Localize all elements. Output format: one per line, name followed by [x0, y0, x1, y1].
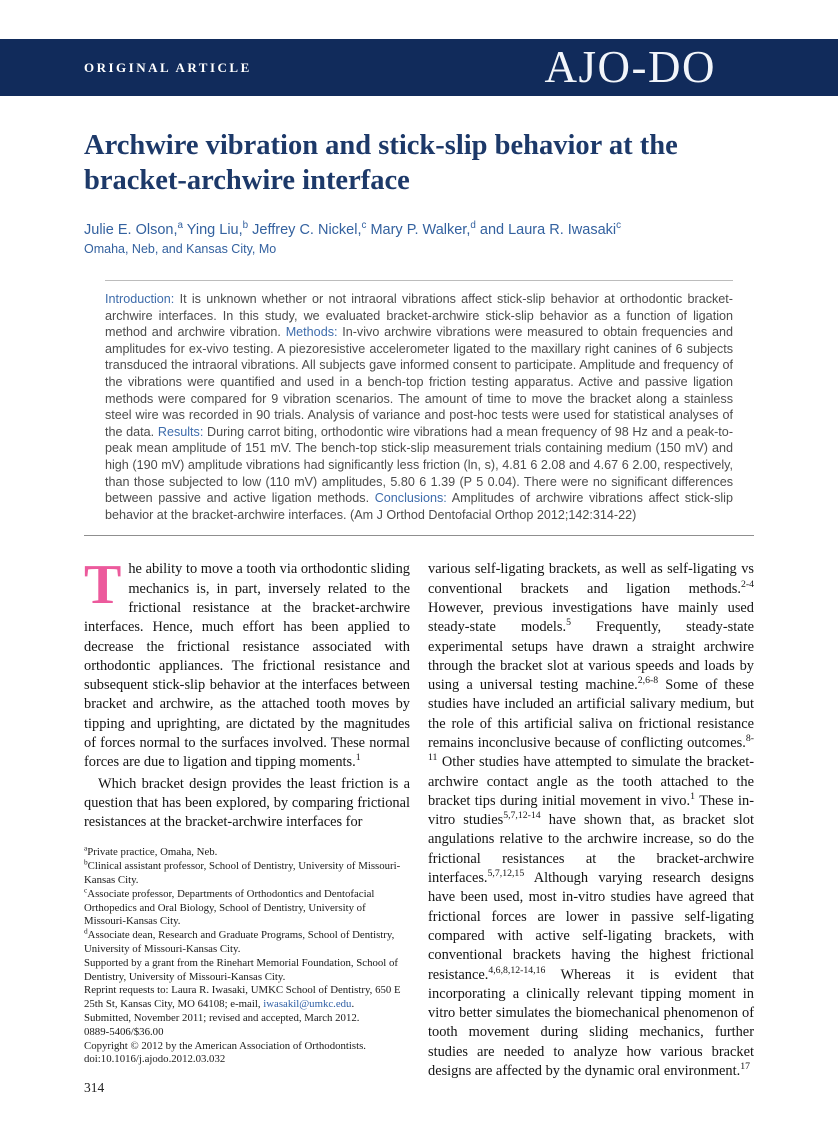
text-segment: 1 — [690, 791, 695, 803]
text-segment: a — [177, 220, 183, 232]
footnote-item — [84, 885, 410, 929]
footnote-item — [84, 1040, 410, 1054]
body-paragraph — [84, 775, 410, 833]
email-link[interactable]: iwasakil@umkc.edu — [263, 998, 352, 1011]
footnote-item — [84, 843, 410, 860]
text-segment: he ability to move a tooth via orthodontic sliding mechanics is, in part, inversely related to the frictional resistance at the bracket-archwire interfaces. Hence, much effort has been applied to decrease the frictional resistance associated with orthodontic appliances. The frictional resistance and subsequent stick-slip behavior at the interfaces between bracket and archwire, as the attached tooth moves by tipping and uprighting, are dictated by the magnitudes of forces normal to the surfaces involved. These normal forces are due to ligation and tipping moments. — [84, 561, 410, 771]
text-segment: Julie E. Olson, — [84, 222, 178, 238]
text-segment: Supported by a grant from the Rinehart Memorial Foundation, School of Dentistry, University of Missouri-Kansas City. — [84, 956, 398, 983]
footnote-item — [84, 1026, 410, 1040]
text-segment: Private practice, Omaha, Neb. — [87, 846, 218, 859]
text-segment: Jeffrey C. Nickel, — [248, 222, 362, 238]
text-segment: and Laura R. Iwasaki — [475, 222, 617, 238]
text-segment: 4,6,8,12-14,16 — [488, 964, 546, 976]
body-paragraph — [84, 554, 410, 772]
text-segment: Conclusions: — [374, 491, 452, 506]
text-segment: It is unknown whether or not intraoral vibrations affect stick-slip behavior at orthodontic bracket-archwire interfaces. In this study, we evaluated bracket-archwire stick-slip behavior as a function of ligation method and archwire vibration. — [105, 292, 733, 340]
body-paragraph — [428, 560, 754, 1081]
footnote-item — [84, 1012, 410, 1026]
text-segment: These in-vitro studies — [428, 792, 754, 829]
text-segment: a — [84, 843, 88, 853]
text-segment: Clinical assistant professor, School of Dentistry, University of Missouri-Kansas City. — [84, 860, 401, 887]
text-segment: doi:10.1016/j.ajodo.2012.03.032 — [84, 1053, 226, 1066]
text-segment: c — [616, 220, 622, 232]
footnote-item — [84, 957, 410, 985]
text-segment: 17 — [740, 1061, 750, 1073]
text-segment: 2,6-8 — [637, 675, 659, 687]
abstract-text — [105, 291, 733, 523]
author-line — [84, 222, 754, 238]
left-column — [84, 554, 410, 1081]
page-number: 314 — [84, 1080, 105, 1095]
text-segment: 8-11 — [428, 733, 754, 764]
text-segment: d — [470, 220, 476, 232]
text-segment: Methods: — [285, 325, 343, 340]
right-column — [428, 560, 754, 1081]
text-segment: 1 — [355, 752, 361, 764]
text-segment: Some of these studies have included an artificial salivary medium, but the role of this artificial saliva on frictional resistance remains inconclusive because of conflicting outcomes. — [428, 677, 754, 751]
text-segment: various self-ligating brackets, as well as self-ligating vs conventional brackets and ligation methods. — [428, 561, 754, 597]
footnotes-block — [84, 843, 410, 1067]
text-segment: 0889-5406/$36.00 — [84, 1025, 164, 1038]
text-segment: 2-4 — [740, 578, 754, 590]
text-segment: Frequently, steady-state experimental setups have drawn a straight archwire through the bracket slot at various speeds and loads by using a universal testing machine. — [428, 619, 754, 694]
text-segment: Mary P. Walker, — [366, 222, 471, 238]
text-segment: Amplitudes of archwire vibrations affect stick-slip behavior at the bracket-archwire interfaces. (Am J Orthod Dentofacial Orthop 2012;142:314-22) — [105, 491, 733, 522]
article-title: Archwire vibration and stick-slip behavior at the bracket-archwire interface — [84, 130, 678, 196]
text-segment: Although varying research designs have been used, most in-vitro studies have agreed that frictional forces are lower in passive self-ligating compared with active self-ligating brackets, with conventional brackets having the highest frictional resistance. — [428, 870, 754, 983]
footnote-item — [84, 926, 410, 957]
footnote-item — [84, 984, 410, 1012]
masthead-band — [0, 39, 838, 96]
text-segment: Associate professor, Departments of Orthodontics and Dentofacial Orthopedics and Oral Biology, School of Dentistry, University of Missouri-Kansas City. — [84, 887, 375, 928]
text-segment: d — [84, 926, 88, 936]
text-segment: Whereas it is evident that incorporating a clinically relevant tipping moment in vitro better simulates the biomechanical phenomenon of tooth movement during sliding mechanics, further studies are needed to analyze how various bracket designs are affected by the dynamic oral environment. — [428, 966, 754, 1080]
text-segment: c — [84, 885, 88, 895]
paragraph-text — [84, 554, 410, 771]
section-label: ORIGINAL ARTICLE — [84, 59, 252, 75]
text-segment: 5 — [566, 617, 572, 629]
text-segment: Ying Liu, — [182, 222, 243, 238]
drop-cap: T — [84, 554, 122, 617]
text-segment: Which bracket design provides the least friction is a question that has been explored, by comparing frictional resistances at the bracket-archwire interfaces for — [84, 775, 410, 831]
affiliation-line: Omaha, Neb, and Kansas City, Mo — [84, 242, 277, 256]
text-segment: Copyright © 2012 by the American Association of Orthodontists. — [84, 1039, 366, 1052]
text-segment: Submitted, November 2011; revised and accepted, March 2012. — [84, 1012, 360, 1025]
text-segment: However, previous investigations have mainly used steady-state models. — [428, 599, 754, 636]
text-segment: In-vivo archwire vibrations were measured to obtain frequencies and amplitudes for ex-vivo testing. A piezoresistive accelerometer ligated to the maxillary right canines of 6 subjects transduced the intraoral vibrations. All subjects gave informed consent to participate. Amplitude and frequency of the vibrations were quantified and used in a bench-top friction testing apparatus. Active and passive ligation methods were compared for 9 vibration scenarios. The amount of time to move the bracket along a stainless steel wire was recorded in 90 trials. Analysis of variance and post-hoc tests were used for statistical analyses of the data. — [105, 325, 733, 439]
abstract-block — [105, 280, 733, 523]
text-segment: Other studies have attempted to simulate the bracket-archwire contact angle as the tooth attached to the bracket tips during initial movement in vivo. — [428, 754, 754, 809]
text-segment: Results: — [157, 424, 207, 439]
text-segment: b — [242, 220, 249, 232]
footnote-item — [84, 1053, 410, 1067]
journal-logo: AJO-DO — [544, 42, 716, 92]
text-segment: Associate dean, Research and Graduate Programs, School of Dentistry, University of Missouri-Kansas City. — [84, 929, 395, 956]
abstract-divider — [84, 535, 754, 536]
text-segment: Reprint requests to: Laura R. Iwasaki, UMKC School of Dentistry, 650 E 25th St, Kansas City, MO 64108; e-mail, — [84, 984, 401, 1011]
text-segment: have shown that, as bracket slot angulations relative to the archwire increase, so do the frictional resistances at the bracket-archwire interfaces. — [428, 812, 754, 887]
text-segment: . — [351, 998, 355, 1011]
text-segment: 5,7,12,15 — [487, 868, 525, 880]
text-segment: c — [361, 220, 367, 232]
text-segment: Introduction: — [105, 292, 180, 306]
text-segment: 5,7,12-14 — [503, 810, 541, 822]
text-segment: b — [84, 857, 88, 867]
text-segment: During carrot biting, orthodontic wire vibrations had a mean frequency of 98 Hz and a peak-to-peak mean amplitude of 151 mV. The bench-top stick-slip measurement trials containing medium (150 mV) and high (190 mV) amplitude vibrations had significantly less friction (ln, s), 4.81 6 2.08 and 4.67 6 2.00, respectively, than those subjected to low (110 mV) amplitudes, 5.80 6 1.39 (P 5 0.04). There were no significant differences between passive and active ligation methods. — [105, 424, 734, 506]
footnote-item — [84, 857, 410, 888]
body-columns — [84, 554, 754, 1081]
